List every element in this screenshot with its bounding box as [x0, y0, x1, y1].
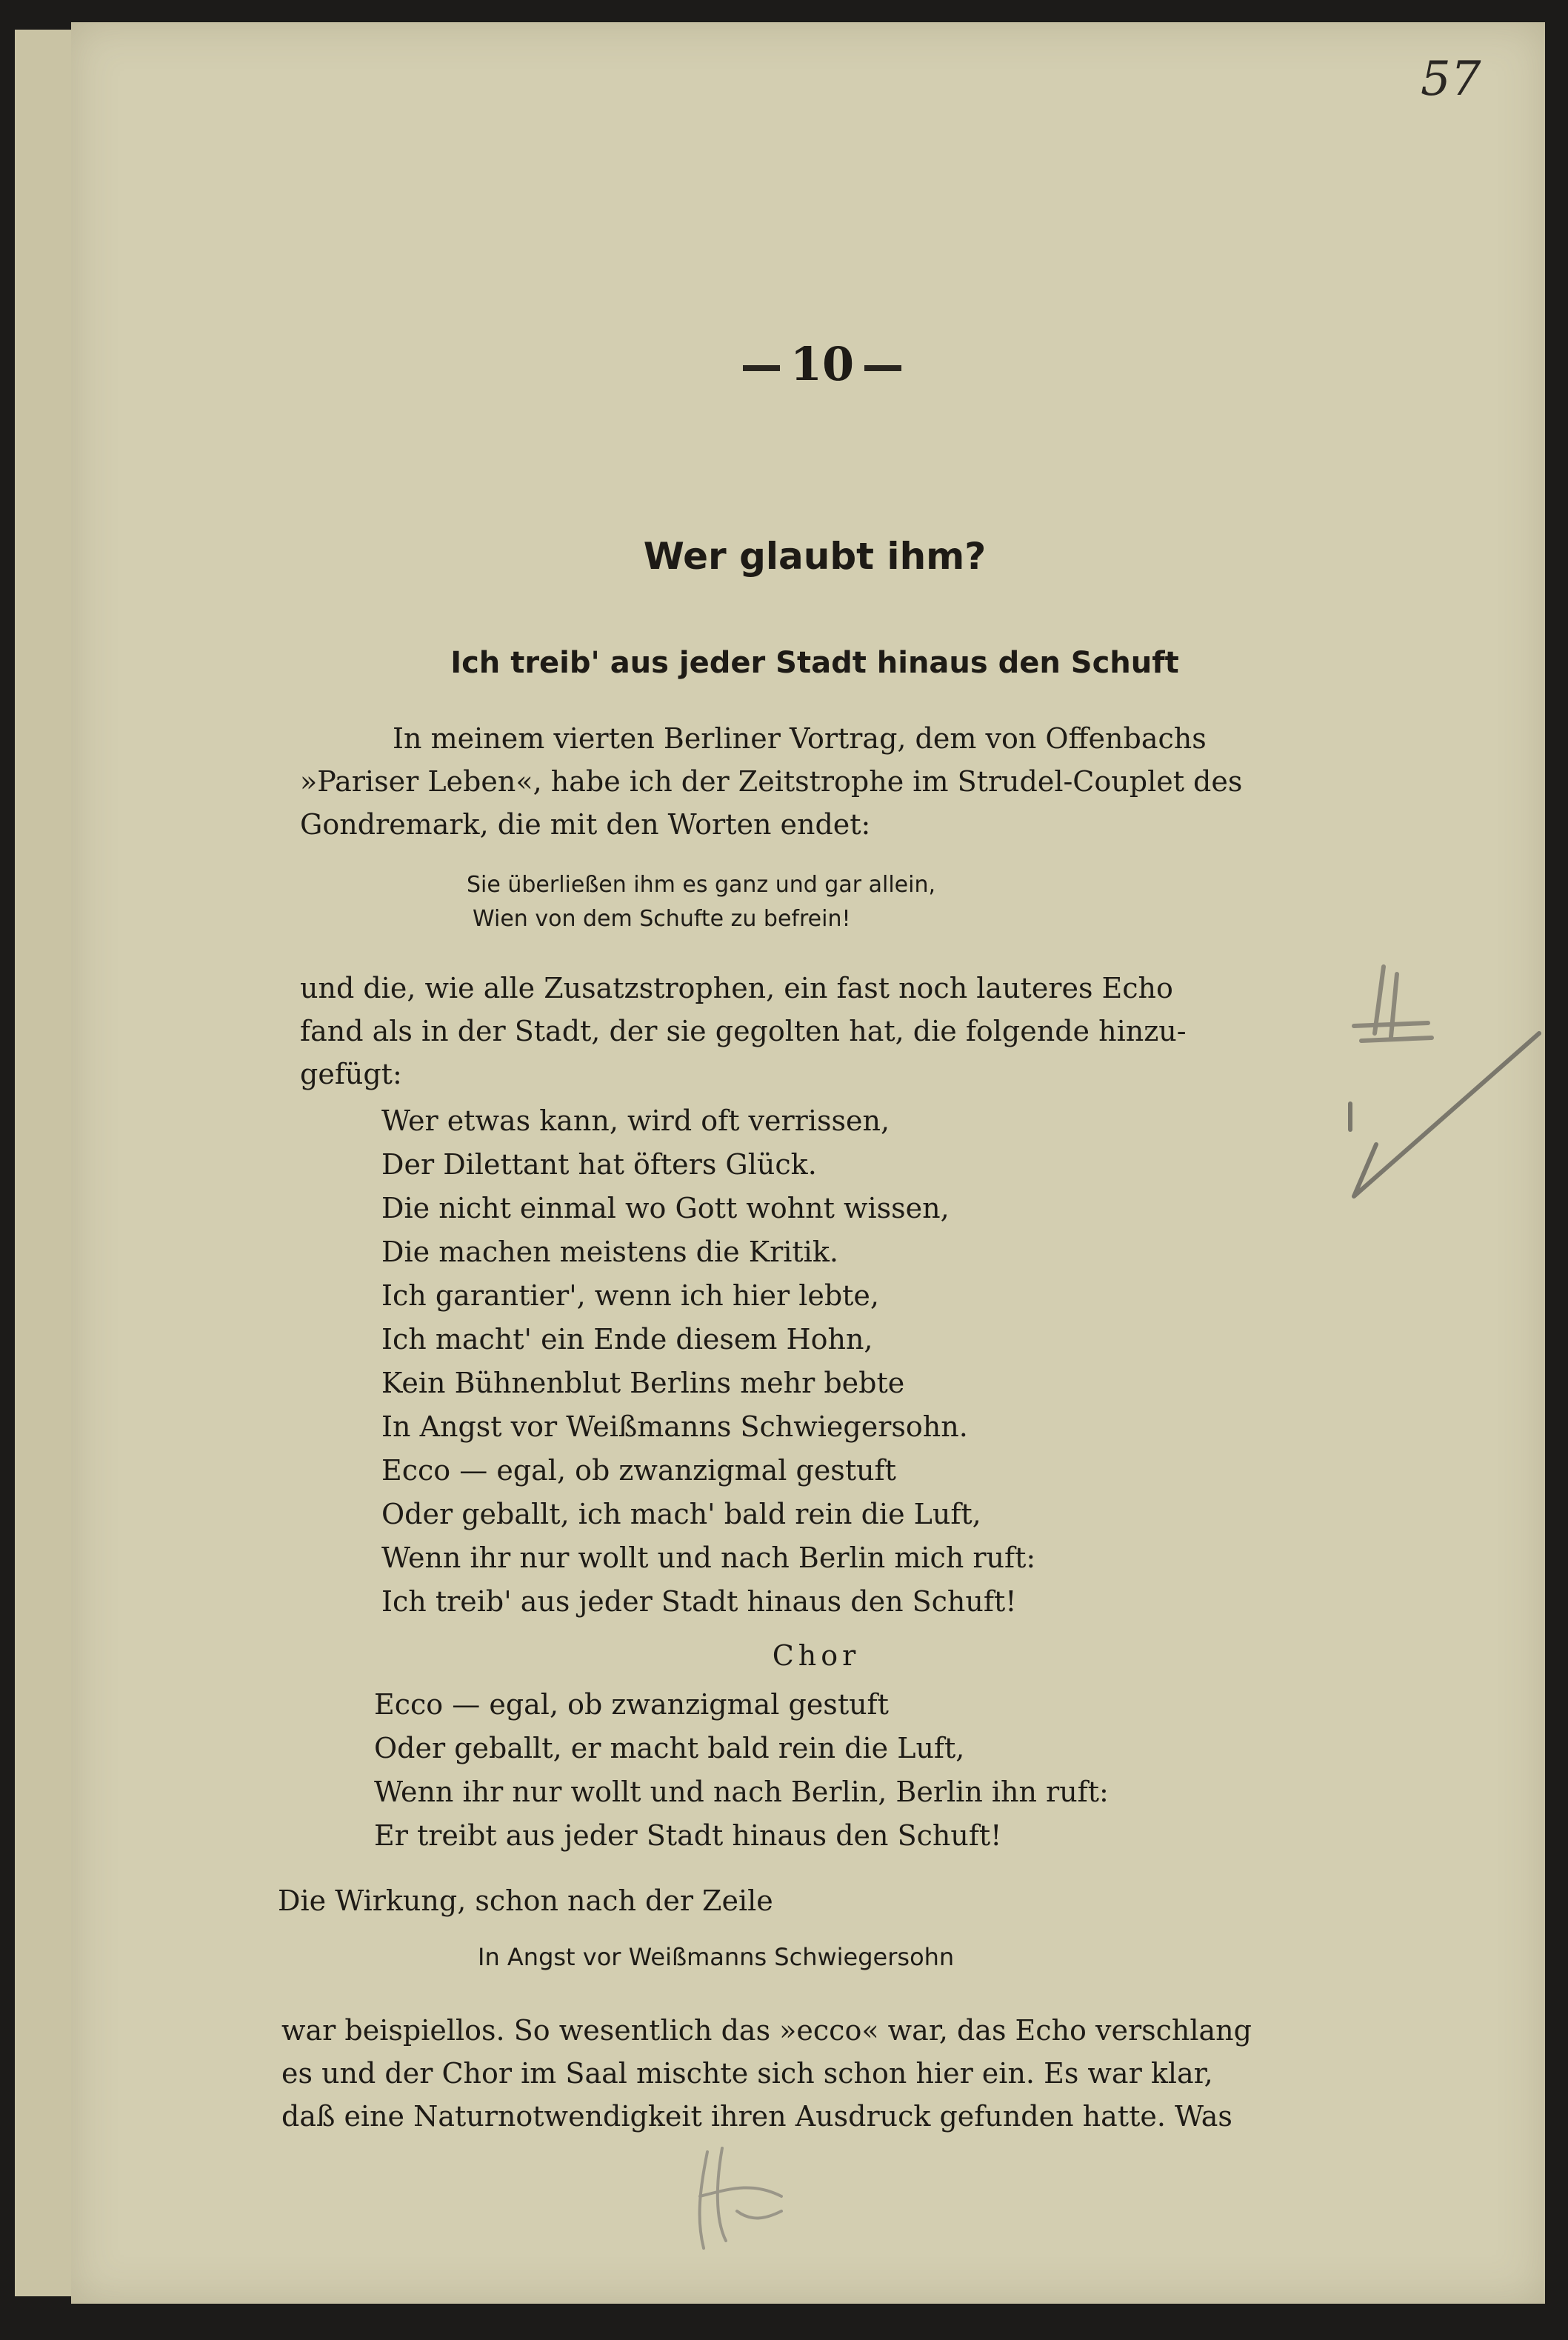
- page-title: Wer glaubt ihm?: [643, 535, 987, 578]
- poem-line: Kein Bühnenblut Berlins mehr bebte: [381, 1367, 905, 1399]
- continuation-line: gefügt:: [300, 1058, 402, 1090]
- chorus-line: Er treibt aus jeder Stadt hinaus den Schuft!: [374, 1819, 1002, 1852]
- dash-right: [864, 365, 901, 371]
- chor-heading: Chor: [772, 1639, 861, 1672]
- dash-left: [743, 365, 780, 371]
- intro-paragraph: [300, 717, 1330, 846]
- poem-line: Oder geballt, ich mach' bald rein die Luft,: [381, 1498, 981, 1530]
- chorus-line: Ecco — egal, ob zwanzigmal gestuft: [374, 1688, 889, 1721]
- poem-line: Ich treib' aus jeder Stadt hinaus den Schuft!: [381, 1585, 1017, 1618]
- block-quote: [467, 868, 1133, 936]
- poem-line: Die machen meistens die Kritik.: [381, 1236, 838, 1268]
- chorus-line: Wenn ihr nur wollt und nach Berlin, Berlin ihn ruft:: [374, 1776, 1109, 1808]
- poem-line: Ich macht' ein Ende diesem Hohn,: [381, 1323, 873, 1356]
- intro-line: In meinem vierten Berliner Vortrag, dem von Offenbachs: [393, 722, 1207, 755]
- poem-stanza: [381, 1099, 1270, 1624]
- handwritten-initials-mark: [670, 2137, 804, 2256]
- intro-line: Gondremark, die mit den Worten endet:: [300, 808, 871, 841]
- poem-line: In Angst vor Weißmanns Schwiegersohn.: [381, 1410, 968, 1443]
- continuation-paragraph: [300, 967, 1330, 1096]
- poem-line: Wer etwas kann, wird oft verrissen,: [381, 1104, 890, 1137]
- section-subtitle: Ich treib' aus jeder Stadt hinaus den Schuft: [450, 646, 1179, 680]
- poem-line: Der Dilettant hat öfters Glück.: [381, 1148, 817, 1181]
- final-line: es und der Chor im Saal mischte sich schon hier ein. Es war klar,: [281, 2057, 1213, 2090]
- chorus-line: Oder geballt, er macht bald rein die Luft,: [374, 1732, 965, 1764]
- intro-line: »Pariser Leben«, habe ich der Zeitstrophe im Strudel-Couplet des: [300, 765, 1243, 798]
- continuation-line: und die, wie alle Zusatzstrophen, ein fast noch lauteres Echo: [300, 972, 1173, 1004]
- final-line: war beispiellos. So wesentlich das »ecco« war, das Echo verschlang: [281, 2014, 1252, 2047]
- quote-line: Wien von dem Schufte zu befrein!: [473, 906, 851, 932]
- poem-line: Ich garantier', wenn ich hier lebte,: [381, 1279, 879, 1312]
- pencil-annotation-mark: [1339, 952, 1561, 1219]
- wirkung-line: Die Wirkung, schon nach der Zeile: [278, 1884, 773, 1917]
- final-paragraph: [281, 2009, 1311, 2138]
- chorus-stanza: [374, 1683, 1263, 1858]
- final-line: daß eine Naturnotwendigkeit ihren Ausdruck gefunden hatte. Was: [281, 2100, 1232, 2133]
- poem-line: Ecco — egal, ob zwanzigmal gestuft: [381, 1454, 896, 1487]
- archive-number: 57: [1421, 52, 1481, 107]
- continuation-line: fand als in der Stadt, der sie gegolten hat, die folgende hinzu-: [300, 1015, 1187, 1047]
- poem-line: Wenn ihr nur wollt und nach Berlin mich ruft:: [381, 1541, 1036, 1574]
- inline-quote: In Angst vor Weißmanns Schwiegersohn: [478, 1943, 955, 1971]
- poem-line: Die nicht einmal wo Gott wohnt wissen,: [381, 1192, 950, 1224]
- quote-line: Sie überließen ihm es ganz und gar allein,: [467, 872, 936, 898]
- page-number-value: 10: [790, 337, 855, 391]
- page-number: [711, 337, 933, 391]
